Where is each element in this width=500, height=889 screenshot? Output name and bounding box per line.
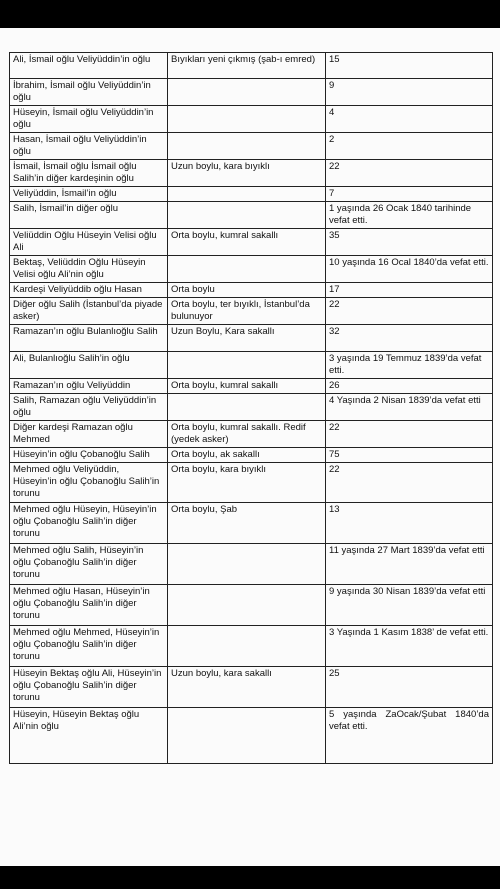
age-or-death-cell: 13	[326, 503, 493, 544]
person-name-cell: Bektaş, Veliüddin Oğlu Hüseyin Velisi oğlu Ali’nin oğlu	[10, 256, 168, 283]
person-name-cell: Hüseyin Bektaş oğlu Ali, Hüseyin’in oğlu Çobanoğlu Salih’in diğer torunu	[10, 667, 168, 708]
table-row	[10, 53, 493, 79]
person-name-cell: Diğer kardeşi Ramazan oğlu Mehmed	[10, 421, 168, 448]
table-row	[10, 133, 493, 160]
bottom-black-bar	[0, 866, 500, 889]
person-name-cell: Mehmed oğlu Salih, Hüseyin’in oğlu Çobanoğlu Salih’in diğer torunu	[10, 544, 168, 585]
age-or-death-cell: 9	[326, 79, 493, 106]
person-name-cell: Ramazan’ın oğlu Veliyüddin	[10, 379, 168, 394]
table-row	[10, 585, 493, 626]
age-or-death-cell: 10 yaşında 16 Ocal 1840’da vefat etti.	[326, 256, 493, 283]
age-or-death-cell: 11 yaşında 27 Mart 1839’da vefat etti	[326, 544, 493, 585]
age-or-death-cell: 4	[326, 106, 493, 133]
table-row	[10, 352, 493, 379]
description-cell: Uzun boylu, kara sakallı	[168, 667, 326, 708]
age-or-death-cell: 22	[326, 298, 493, 325]
person-name-cell: Veliüddin Oğlu Hüseyin Velisi oğlu Ali	[10, 229, 168, 256]
age-or-death-cell: 75	[326, 448, 493, 463]
table-row	[10, 202, 493, 229]
person-name-cell: İsmail, İsmail oğlu İsmail oğlu Salih’in diğer kardeşinin oğlu	[10, 160, 168, 187]
age-or-death-cell: 32	[326, 325, 493, 352]
table-row	[10, 229, 493, 256]
top-black-bar	[0, 0, 500, 28]
description-cell: Orta boylu, kara bıyıklı	[168, 463, 326, 503]
census-table	[9, 52, 493, 764]
description-cell: Orta boylu, kumral sakallı	[168, 379, 326, 394]
table-row	[10, 708, 493, 764]
description-cell	[168, 352, 326, 379]
person-name-cell: Mehmed oğlu Veliyüddin, Hüseyin’in oğlu Çobanoğlu Salih’in torunu	[10, 463, 168, 503]
age-or-death-cell: 7	[326, 187, 493, 202]
description-cell	[168, 79, 326, 106]
description-cell: Orta boylu, ter bıyıklı, İstanbul’da bulunuyor	[168, 298, 326, 325]
person-name-cell: Ali, Bulanlıoğlu Salih’in oğlu	[10, 352, 168, 379]
description-cell	[168, 187, 326, 202]
person-name-cell: Mehmed oğlu Hasan, Hüseyin’in oğlu Çobanoğlu Salih’in diğer torunu	[10, 585, 168, 626]
person-name-cell: Kardeşi Veliyüddib oğlu Hasan	[10, 283, 168, 298]
description-cell: Orta boylu, ak sakallı	[168, 448, 326, 463]
table-row	[10, 379, 493, 394]
age-or-death-cell: 22	[326, 463, 493, 503]
description-cell: Orta boylu, kumral sakallı. Redif (yedek asker)	[168, 421, 326, 448]
table-row	[10, 298, 493, 325]
census-table-body	[10, 53, 493, 764]
table-row	[10, 544, 493, 585]
person-name-cell: Salih, Ramazan oğlu Veliyüddin’in oğlu	[10, 394, 168, 421]
table-row	[10, 394, 493, 421]
table-row	[10, 160, 493, 187]
person-name-cell: Diğer oğlu Salih (İstanbul’da piyade asker)	[10, 298, 168, 325]
description-cell	[168, 106, 326, 133]
table-row	[10, 503, 493, 544]
age-or-death-cell: 3 Yaşında 1 Kasım 1838’ de vefat etti.	[326, 626, 493, 667]
person-name-cell: Ali, İsmail oğlu Veliyüddin’in oğlu	[10, 53, 168, 79]
table-row	[10, 256, 493, 283]
description-cell	[168, 544, 326, 585]
age-or-death-cell: 9 yaşında 30 Nisan 1839’da vefat etti	[326, 585, 493, 626]
table-row	[10, 626, 493, 667]
table-row	[10, 448, 493, 463]
age-or-death-cell: 22	[326, 421, 493, 448]
person-name-cell: Ramazan’ın oğlu Bulanlıoğlu Salih	[10, 325, 168, 352]
age-or-death-cell: 5 yaşında ZaOcak/Şubat 1840’da vefat etti.	[326, 708, 493, 764]
description-cell	[168, 256, 326, 283]
description-cell: Orta boylu, kumral sakallı	[168, 229, 326, 256]
person-name-cell: Hüseyin’in oğlu Çobanoğlu Salih	[10, 448, 168, 463]
table-row	[10, 325, 493, 352]
age-or-death-cell: 15	[326, 53, 493, 79]
description-cell: Bıyıkları yeni çıkmış (şab-ı emred)	[168, 53, 326, 79]
age-or-death-cell: 3 yaşında 19 Temmuz 1839’da vefat etti.	[326, 352, 493, 379]
table-row	[10, 106, 493, 133]
description-cell: Uzun Boylu, Kara sakallı	[168, 325, 326, 352]
description-cell: Uzun boylu, kara bıyıklı	[168, 160, 326, 187]
description-cell	[168, 202, 326, 229]
person-name-cell: İbrahim, İsmail oğlu Veliyüddin’in oğlu	[10, 79, 168, 106]
table-row	[10, 667, 493, 708]
table-row	[10, 421, 493, 448]
age-or-death-cell: 2	[326, 133, 493, 160]
person-name-cell: Mehmed oğlu Hüseyin, Hüseyin’in oğlu Çobanoğlu Salih’in diğer torunu	[10, 503, 168, 544]
description-cell	[168, 585, 326, 626]
person-name-cell: Hüseyin, Hüseyin Bektaş oğlu Ali’nin oğlu	[10, 708, 168, 764]
person-name-cell: Mehmed oğlu Mehmed, Hüseyin’in oğlu Çobanoğlu Salih’in diğer torunu	[10, 626, 168, 667]
table-row	[10, 283, 493, 298]
person-name-cell: Salih, İsmail’in diğer oğlu	[10, 202, 168, 229]
description-cell	[168, 626, 326, 667]
description-cell	[168, 708, 326, 764]
age-or-death-cell: 22	[326, 160, 493, 187]
table-row	[10, 79, 493, 106]
age-or-death-cell: 26	[326, 379, 493, 394]
table-row	[10, 187, 493, 202]
person-name-cell: Hüseyin, İsmail oğlu Veliyüddin’in oğlu	[10, 106, 168, 133]
age-or-death-cell: 4 Yaşında 2 Nisan 1839’da vefat etti	[326, 394, 493, 421]
table-row	[10, 463, 493, 503]
description-cell	[168, 133, 326, 160]
age-or-death-cell: 25	[326, 667, 493, 708]
description-cell: Orta boylu	[168, 283, 326, 298]
age-or-death-cell: 35	[326, 229, 493, 256]
age-or-death-cell: 17	[326, 283, 493, 298]
person-name-cell: Veliyüddin, İsmail’in oğlu	[10, 187, 168, 202]
age-or-death-cell: 1 yaşında 26 Ocak 1840 tarihinde vefat etti.	[326, 202, 493, 229]
person-name-cell: Hasan, İsmail oğlu Veliyüddin’in oğlu	[10, 133, 168, 160]
description-cell	[168, 394, 326, 421]
description-cell: Orta boylu, Şab	[168, 503, 326, 544]
